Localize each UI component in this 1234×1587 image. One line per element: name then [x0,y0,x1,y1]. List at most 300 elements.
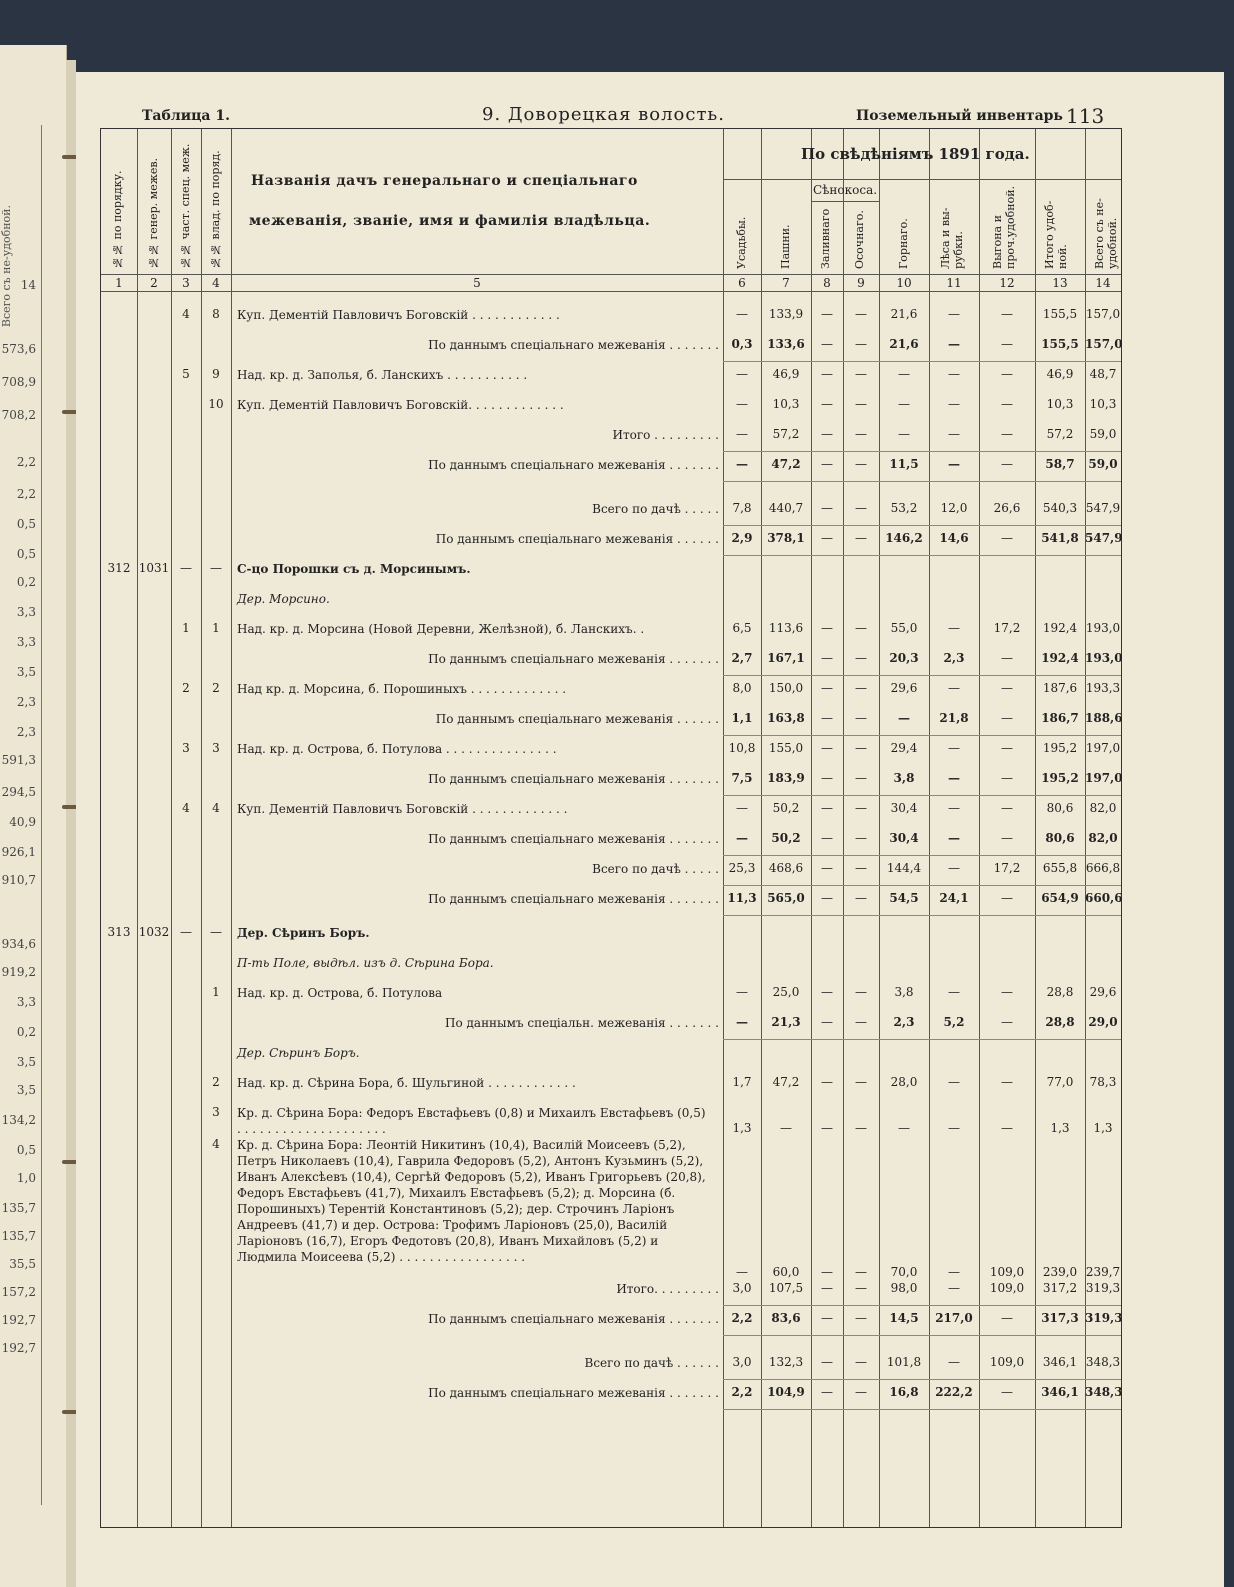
table-row [101,1311,1121,1341]
column-number: 10 [896,276,912,290]
row-value: — [855,621,867,635]
row-separator [723,1379,1121,1380]
row-value: 29,4 [890,741,918,755]
row-value: 29,6 [1089,985,1117,999]
left-page-value: 934,6 [1,937,36,951]
left-page-value: 591,3 [1,753,36,767]
row-value: 21,6 [890,307,918,321]
row-value: 82,0 [1089,801,1117,815]
row-separator [723,1039,1121,1040]
row-value: 317,2 [1042,1281,1078,1295]
table-row [101,457,1121,487]
row-value: 47,2 [771,457,801,471]
row-value: — [855,531,867,545]
row-separator [723,675,1121,676]
row-value: 188,6 [1085,711,1123,725]
left-page-value: 919,2 [1,965,36,979]
row-value: 11,5 [889,457,919,471]
table-row [101,1075,1121,1105]
row-value: 378,1 [767,531,805,545]
table-row [101,651,1121,681]
row-value: 565,0 [767,891,805,905]
row-value: 59,0 [1089,427,1117,441]
col-1-header: №№ по порядку. [111,170,124,269]
row-value: 109,0 [989,1355,1025,1369]
row-value: — [855,1385,867,1399]
row-value: 0,3 [731,337,753,351]
table-row [101,531,1121,561]
row-n4: — [210,925,222,939]
row-separator [723,361,1121,362]
row-value: 3,8 [894,985,914,999]
row-value: — [821,831,833,845]
row-value: — [948,801,960,815]
row-name: Дер. Сѣринъ Боръ. [237,926,370,940]
row-value: 468,6 [768,861,804,875]
table-row [101,925,1121,955]
row-value: 155,5 [1042,307,1078,321]
row-name: Дер. Сѣринъ Боръ. [237,1046,360,1060]
table-row [101,621,1121,651]
row-value: 346,1 [1042,1355,1078,1369]
row-value: — [898,397,910,411]
row-value: — [948,1075,960,1089]
row-value: — [898,427,910,441]
left-page-value: 3,3 [16,605,36,619]
row-n3: — [180,925,192,939]
row-value: 104,9 [767,1385,805,1399]
table-row [101,1355,1121,1385]
left-page-value: 2,2 [16,455,36,469]
row-value: 6,5 [732,621,752,635]
row-value: — [948,457,960,471]
row-name: По даннымъ спеціальнаго межеванія . . . . . . [435,712,719,726]
left-page-value: 0,5 [16,517,36,531]
row-value: 660,6 [1085,891,1123,905]
row-value: — [855,681,867,695]
left-page-value: 0,2 [16,1025,36,1039]
row-value: — [736,801,748,815]
row-name: С-цо Порошки съ д. Морсинымъ. [237,562,471,576]
row-value: — [855,1355,867,1369]
row-value: — [855,1281,867,1295]
row-value: — [736,831,748,845]
row-value: — [736,1015,748,1029]
row-value: — [898,711,910,725]
table-row [101,561,1121,591]
row-value: — [855,711,867,725]
row-value: — [1001,1121,1013,1135]
row-value: 193,3 [1085,681,1121,695]
row-name: Дер. Морсино. [237,592,330,606]
row-value: 193,0 [1085,651,1123,665]
row-n4: 10 [208,397,224,411]
row-value: 2,3 [943,651,965,665]
row-value: — [948,985,960,999]
col-5-header-line2: межеванія, званіе, имя и фамилія владѣльца. [249,213,651,229]
row-value: — [821,367,833,381]
row-n3: 4 [182,307,190,321]
row-separator [723,555,1121,556]
row-value: 109,0 [989,1281,1025,1295]
row-value: — [821,1265,833,1279]
row-value: 29,6 [890,681,918,695]
col-10-header: Горнаго. [897,218,910,269]
row-value: — [821,307,833,321]
row-n4: 1 [212,985,220,999]
row-value: 80,6 [1046,801,1074,815]
row-separator [723,885,1121,886]
row-value: 133,9 [768,307,804,321]
group-header-1891: По свѣдѣніямъ 1891 года. [801,145,1030,163]
row-n1: 312 [107,561,131,575]
row-value: 46,9 [772,367,800,381]
table-row [101,1281,1121,1311]
row-value: 3,8 [893,771,915,785]
row-value: 183,9 [767,771,805,785]
row-value: — [855,427,867,441]
row-value: — [821,1121,833,1135]
row-name: По даннымъ спеціальн. межеванія . . . . . . . [445,1016,719,1030]
row-value: 26,6 [993,501,1021,515]
row-name: Кр. д. Сѣрина Бора: Леонтій Никитинъ (10,4), Василій Моисеевъ (5,2), Петръ Николаевъ (10,4), Гаврила Федоровъ (5,2), Антонъ Кузьминъ (5,2), Иванъ Алексѣевъ (10,4), Сергѣй Федоровъ (5,2), Иванъ Григорьевъ (20,8), Федоръ Евстафьевъ (41,7), Михаилъ Евстафьевъ (5,2); д. Морсина (б. Порошиныхъ) Терентій Константиновъ (5,2); дер. Строчинъ Ларіонъ Андреевъ (41,7) и дер. Острова: Трофимъ Ларіоновъ (25,0), Василій Ларіоновъ (16,7), Егоръ Федотовъ (20,8), Иванъ Михайловъ (5,2) и Людмила Моисеева (5,2) . . . . . . . . . . . . . . . . . [237,1138,706,1264]
row-value: 21,8 [939,711,969,725]
left-page-value: 2,3 [16,695,36,709]
row-value: — [948,307,960,321]
row-value: 167,1 [767,651,805,665]
row-separator [723,795,1121,796]
row-n4: — [210,561,222,575]
row-value: 348,3 [1085,1385,1123,1399]
row-n3: 5 [182,367,190,381]
table-row [101,891,1121,921]
row-value: 655,8 [1042,861,1078,875]
row-name: Кр. д. Сѣрина Бора: Федоръ Евстафьевъ (0,8) и Михаилъ Евстафьевъ (0,5) . . . . . . . . . . . . . . . . . . . . [237,1106,706,1136]
row-value: 30,4 [889,831,919,845]
row-value: — [821,861,833,875]
row-value: 113,6 [768,621,804,635]
row-name: П-ть Поле, выдѣл. изъ д. Сѣрина Бора. [237,956,494,970]
row-value: 317,3 [1041,1311,1079,1325]
row-value: 222,2 [935,1385,973,1399]
left-page-value: 708,2 [1,408,36,422]
row-value: 57,2 [772,427,800,441]
row-value: 57,2 [1046,427,1074,441]
row-name: Над. кр. д. Сѣрина Бора, б. Шульгиной . . . . . . . . . . . . [237,1076,576,1090]
row-value: — [821,1281,833,1295]
row-value: 54,5 [889,891,919,905]
table-row [101,307,1121,337]
col-11-header: Лѣса и вы-рубки. [939,207,965,269]
row-separator [723,1305,1121,1306]
row-value: — [855,1311,867,1325]
row-value: — [948,1121,960,1135]
col-2-header: №№ генер. межев. [147,157,160,269]
row-n3: 1 [182,621,190,635]
left-page-value: 0,5 [16,547,36,561]
table-row [101,681,1121,711]
column-number: 6 [738,276,746,290]
row-value: 155,5 [1041,337,1079,351]
row-name: Всего по дачѣ . . . . . [592,862,719,876]
row-value: — [855,457,867,471]
row-value: — [1001,457,1013,471]
left-page-value: 0,2 [16,575,36,589]
row-value: — [948,771,960,785]
left-page-value: 910,7 [1,873,36,887]
row-n2: 1031 [138,561,170,575]
row-separator [723,481,1121,482]
col-4-header: №№ влад. по поряд. [209,150,222,269]
left-page-value: 134,2 [1,1113,36,1127]
row-value: 14,6 [939,531,969,545]
row-value: 1,7 [732,1075,752,1089]
row-value: 7,5 [731,771,753,785]
left-page-value: 0,5 [16,1143,36,1157]
row-name: Куп. Дементій Павловичъ Боговскій . . . . . . . . . . . . [237,308,560,322]
column-number: 7 [782,276,790,290]
row-value: — [855,307,867,321]
row-value: 11,3 [727,891,757,905]
table-row [101,741,1121,771]
left-page-value: 3,5 [16,1083,36,1097]
row-value: 1,3 [732,1121,752,1135]
row-value: — [1001,831,1013,845]
row-value: — [1001,741,1013,755]
row-value: 195,2 [1041,771,1079,785]
row-value: — [855,367,867,381]
row-value: 10,3 [1089,397,1117,411]
row-name: Над. кр. д. Морсина (Новой Деревни, Желѣзной), б. Ланскихъ. . [237,622,645,636]
row-value: — [855,801,867,815]
row-value: — [855,1015,867,1029]
row-value: — [821,457,833,471]
row-value: — [855,1121,867,1135]
row-value: 1,1 [731,711,753,725]
table-row [101,1105,1121,1137]
row-value: 186,7 [1041,711,1079,725]
row-value: 101,8 [886,1355,922,1369]
row-value: 77,0 [1046,1075,1074,1089]
row-value: — [1001,1311,1013,1325]
row-value: 2,9 [731,531,753,545]
row-value: 20,3 [889,651,919,665]
row-value: 195,2 [1042,741,1078,755]
table-row [101,985,1121,1015]
page-title: 9. Доворецкая волость. [482,104,725,125]
row-value: — [855,337,867,351]
row-value: — [948,1265,960,1279]
row-value: 2,2 [731,1385,753,1399]
row-value: — [821,741,833,755]
row-value: — [736,457,748,471]
row-value: 21,3 [771,1015,801,1029]
row-n4: 4 [212,801,220,815]
row-value: 144,4 [886,861,922,875]
row-value: — [821,1015,833,1029]
row-value: 5,2 [943,1015,965,1029]
row-value: 28,8 [1046,985,1074,999]
row-value: 319,3 [1085,1311,1123,1325]
column-number: 12 [999,276,1015,290]
left-page-value: 135,7 [1,1229,36,1243]
row-name: Над. кр. д. Острова, б. Потулова . . . . . . . . . . . . . . . [237,742,557,756]
row-value: — [1001,367,1013,381]
table-label: Таблица 1. [142,108,230,124]
left-page-value: 926,1 [1,845,36,859]
row-value: 53,2 [890,501,918,515]
row-value: — [821,621,833,635]
table-row [101,771,1121,801]
table-row [101,397,1121,427]
left-page-colnum: 14 [20,278,36,292]
row-value: — [821,891,833,905]
row-value: — [821,771,833,785]
row-value: 8,0 [732,681,752,695]
left-page-value: 573,6 [1,342,36,356]
row-value: 29,0 [1088,1015,1118,1029]
row-value: 163,8 [767,711,805,725]
row-value: — [855,771,867,785]
row-name: Над. кр. д. Острова, б. Потулова [237,986,443,1000]
row-value: — [821,681,833,695]
left-page-rule [41,125,42,1505]
row-name: По даннымъ спеціальнаго межеванія . . . . . . . [428,772,719,786]
row-value: — [821,1355,833,1369]
row-name: Куп. Дементій Павловичъ Боговскій . . . . . . . . . . . . . [237,802,568,816]
row-value: 47,2 [772,1075,800,1089]
left-page-value: 192,7 [1,1313,36,1327]
row-value: — [821,397,833,411]
row-value: — [898,367,910,381]
left-page-value: 192,7 [1,1341,36,1355]
row-n3: 3 [182,741,190,755]
row-separator [723,1335,1121,1336]
row-value: — [821,427,833,441]
left-page-column-header: Всего съ не-удобной. [0,205,13,328]
row-n3: 2 [182,681,190,695]
table-row [101,591,1121,621]
row-value: 654,9 [1041,891,1079,905]
col-3-header: №№ част. спец. меж. [179,143,192,269]
row-separator [723,915,1121,916]
row-n3: — [180,561,192,575]
row-n4: 2 [212,1075,220,1089]
row-value: 12,0 [940,501,968,515]
left-page-value: 3,3 [16,995,36,1009]
row-value: 547,9 [1085,501,1121,515]
row-value: 440,7 [768,501,804,515]
table-row [101,367,1121,397]
row-value: 239,7 [1085,1265,1121,1279]
row-name: Над. кр. д. Заполья, б. Ланскихъ . . . . . . . . . . . [237,368,528,382]
row-value: 3,0 [732,1355,752,1369]
row-value: — [948,1355,960,1369]
row-value: 192,4 [1041,651,1079,665]
column-number: 2 [150,276,158,290]
row-value: — [821,985,833,999]
row-name: По даннымъ спеціальнаго межеванія . . . . . . . [428,1312,719,1326]
row-value: — [821,651,833,665]
row-value: 60,0 [772,1265,800,1279]
hay-group-header: Сѣнокоса. [813,183,878,197]
row-value: — [736,367,748,381]
col-6-header: Усадьбы. [735,216,748,269]
row-value: — [948,681,960,695]
left-page-value: 2,2 [16,487,36,501]
row-n1: 313 [107,925,131,939]
row-value: — [821,1385,833,1399]
row-value: 80,6 [1045,831,1075,845]
row-value: 217,0 [935,1311,973,1325]
row-value: 192,4 [1042,621,1078,635]
row-value: 14,5 [889,1311,919,1325]
row-value: 78,3 [1089,1075,1117,1089]
row-separator [723,451,1121,452]
document-page [76,72,1224,1587]
row-value: — [1001,651,1013,665]
row-value: — [855,1075,867,1089]
row-value: — [821,801,833,815]
row-value: 319,3 [1085,1281,1121,1295]
row-value: 70,0 [890,1265,918,1279]
row-value: 16,8 [889,1385,919,1399]
row-n4: 1 [212,621,220,635]
row-value: 157,0 [1085,337,1123,351]
row-value: 7,8 [732,501,752,515]
row-separator [723,855,1121,856]
row-value: 50,2 [771,831,801,845]
row-value: 50,2 [772,801,800,815]
row-value: — [1001,531,1013,545]
row-value: — [1001,985,1013,999]
row-value: — [948,367,960,381]
row-name: Над кр. д. Морсина, б. Порошиныхъ . . . . . . . . . . . . . [237,682,567,696]
col-5-header-line1: Названія дачъ генеральнаго и спеціальнаго [251,173,638,189]
table-row [101,955,1121,985]
row-value: 197,0 [1085,771,1123,785]
page-number: 113 [1066,104,1105,128]
row-value: 83,6 [771,1311,801,1325]
left-page-value: 3,5 [16,1055,36,1069]
row-value: 109,0 [989,1265,1025,1279]
row-value: 28,0 [890,1075,918,1089]
left-page-value: 1,0 [16,1171,36,1185]
left-page-value: 294,5 [1,785,36,799]
row-value: 540,3 [1042,501,1078,515]
col-13-header: Итого удоб-ной. [1043,200,1069,269]
col-12-header: Выгона и проч.удобной. [991,185,1017,269]
left-page-strip [0,45,67,1587]
row-value: — [948,741,960,755]
left-page-value: 3,3 [16,635,36,649]
row-value: — [1001,397,1013,411]
left-page-value: 35,5 [9,1257,36,1271]
row-n3: 4 [182,801,190,815]
column-number: 13 [1052,276,1068,290]
row-value: — [1001,1075,1013,1089]
row-n4: 2 [212,681,220,695]
table-row [101,1137,1121,1281]
row-value: 193,0 [1085,621,1121,635]
row-value: 146,2 [885,531,923,545]
column-number: 3 [182,276,190,290]
row-value: 1,3 [1093,1121,1113,1135]
row-value: — [736,427,748,441]
row-value: 132,3 [768,1355,804,1369]
column-number: 8 [823,276,831,290]
row-n4: 8 [212,307,220,321]
